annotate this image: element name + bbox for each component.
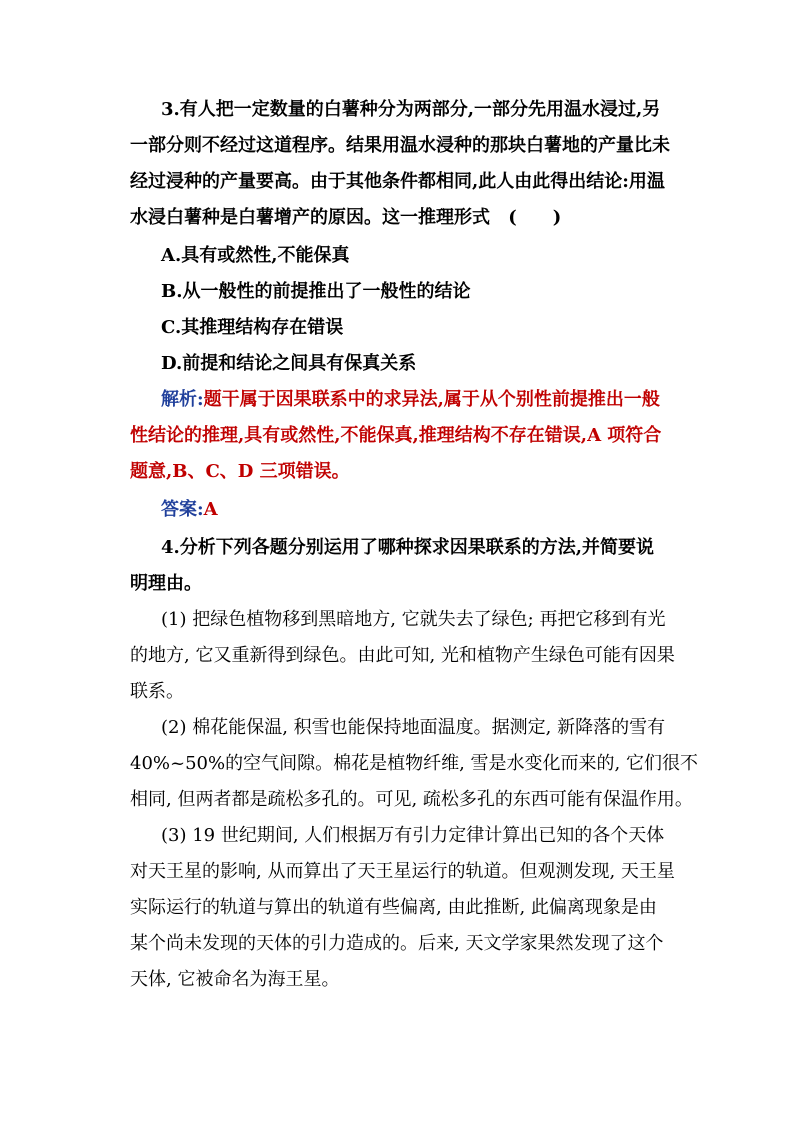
q4-line-1: 4.分析下列各题分别运用了哪种探求因果联系的方法,并简要说 xyxy=(161,537,655,558)
option-b: B.从一般性的前提推出了一般性的结论 xyxy=(161,281,471,302)
q4-sub2-line-1: (2) 棉花能保温, 积雪也能保持地面温度。据测定, 新降落的雪有 xyxy=(161,717,666,738)
analysis-line-2: 性结论的推理,具有或然性,不能保真,推理结构不存在错误,A 项符合 xyxy=(130,425,662,446)
answer-label: 答案: xyxy=(161,499,204,520)
q4-sub1-line-1: (1) 把绿色植物移到黑暗地方, 它就失去了绿色; 再把它移到有光 xyxy=(161,609,666,630)
q3-line-2: 一部分则不经过这道程序。结果用温水浸种的那块白薯地的产量比未 xyxy=(130,135,670,156)
q4-sub2-line-3: 相同, 但两者都是疏松多孔的。可见, 疏松多孔的东西可能有保温作用。 xyxy=(130,789,693,810)
q4-line-2: 明理由。 xyxy=(130,573,202,594)
q4-sub3-line-1: (3) 19 世纪期间, 人们根据万有引力定律计算出已知的各个天体 xyxy=(161,825,665,846)
analysis-line-1 xyxy=(161,388,660,412)
q3-line-3: 经过浸种的产量要高。由于其他条件都相同,此人由此得出结论:用温 xyxy=(130,171,665,192)
q3-line-4 xyxy=(130,206,560,230)
option-d: D.前提和结论之间具有保真关系 xyxy=(161,353,417,374)
q4-sub2-line-2: 40%~50%的空气间隙。棉花是植物纤维, 雪是水变化而来的, 它们很不 xyxy=(130,753,698,774)
q4-sub1-line-2: 的地方, 它又重新得到绿色。由此可知, 光和植物产生绿色可能有因果 xyxy=(130,645,675,666)
q4-sub3-line-4: 某个尚未发现的天体的引力造成的。后来, 天文学家果然发现了这个 xyxy=(130,933,664,954)
answer-value: A xyxy=(203,499,218,520)
analysis-label: 解析: xyxy=(161,389,204,410)
answer-line xyxy=(161,498,218,522)
q4-sub3-line-3: 实际运行的轨道与算出的轨道有些偏离, 由此推断, 此偏离现象是由 xyxy=(130,897,657,918)
q4-sub1-line-3: 联系。 xyxy=(130,681,184,702)
answer-blank: ( ) xyxy=(508,207,562,228)
q3-line-4-text: 水浸白薯种是白薯增产的原因。这一推理形式 xyxy=(130,207,490,228)
option-c: C.其推理结构存在错误 xyxy=(161,317,344,338)
analysis-line-3: 题意,B、C、D 三项错误。 xyxy=(130,461,350,482)
q4-sub3-line-5: 天体, 它被命名为海王星。 xyxy=(130,969,340,990)
q4-sub3-line-2: 对天王星的影响, 从而算出了天王星运行的轨道。但观测发现, 天王星 xyxy=(130,861,675,882)
option-a: A.具有或然性,不能保真 xyxy=(161,245,350,266)
analysis-text-1: 题干属于因果联系中的求异法,属于从个别性前提推出一般 xyxy=(203,389,660,410)
q3-line-1: 3.有人把一定数量的白薯种分为两部分,一部分先用温水浸过,另 xyxy=(161,99,661,120)
